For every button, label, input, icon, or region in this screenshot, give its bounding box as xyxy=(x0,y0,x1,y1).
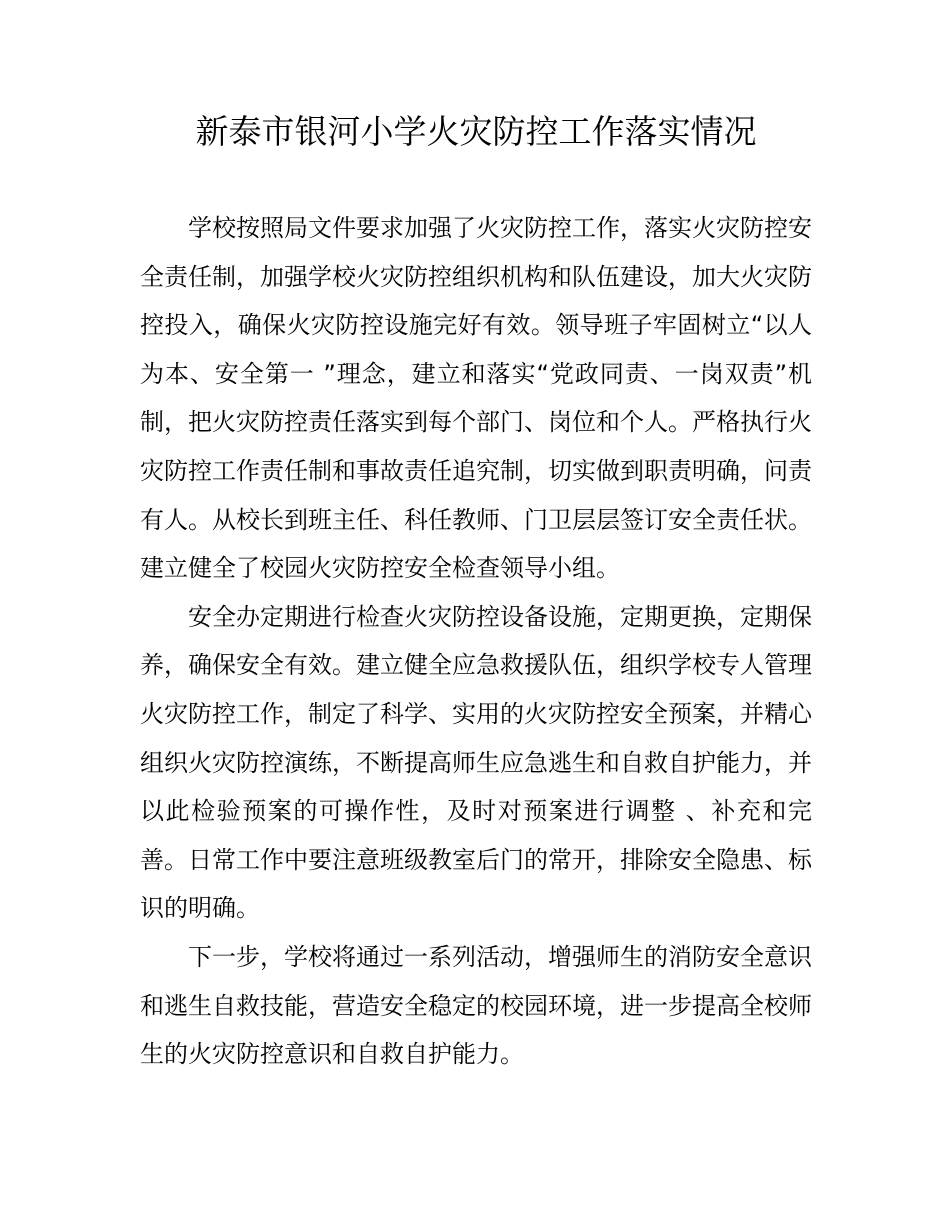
document-body xyxy=(140,204,812,1079)
paragraph-2: 安全办定期进行检查火灾防控设备设施，定期更换，定期保养，确保安全有效。建立健全应急救援队伍，组织学校专人管理火灾防控工作，制定了科学、实用的火灾防控安全预案，并精心组织火灾防控演练，不断提高师生应急逃生和自救自护能力，并以此检验预案的可操作性，及时对预案进行调整 、补充和完善。日常工作中要注意班级教室后门的常开，排除安全隐患、标识的明确。 xyxy=(140,602,812,923)
paragraph-3: 下一步，学校将通过一系列活动，增强师生的消防安全意识和逃生自救技能，营造安全稳定的校园环境，进一步提高全校师生的火灾防控意识和自救自护能力。 xyxy=(140,942,812,1069)
document-title: 新泰市银河小学火灾防控工作落实情况 xyxy=(195,112,757,151)
paragraph-1: 学校按照局文件要求加强了火灾防控工作，落实火灾防控安全责任制，加强学校火灾防控组织机构和队伍建设，加大火灾防控投入，确保火灾防控设施完好有效。领导班子牢固树立“以人为本、安全第一 ”理念，建立和落实“党政同责、一岗双责”机制，把火灾防控责任落实到每个部门、岗位和个人。严格执行火灾防控工作责任制和事故责任追究制，切实做到职责明确，问责有人。从校长到班主任、科任教师、门卫层层签订安全责任状。建立健全了校园火灾防控安全检查领导小组。 xyxy=(140,214,812,583)
